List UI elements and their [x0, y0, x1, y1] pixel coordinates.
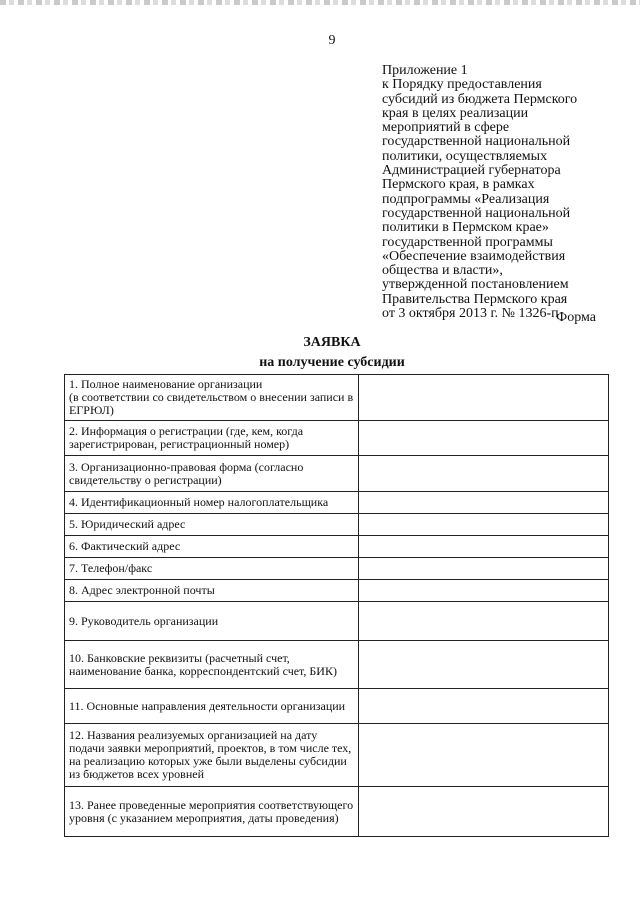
appendix-line: «Обеспечение взаимодействия	[382, 248, 566, 264]
table-row	[65, 514, 609, 536]
appendix-line: политики в Пермском крае»	[382, 220, 549, 236]
appendix-line: государственной национальной	[382, 134, 571, 150]
row-label: 13. Ранее проведенные мероприятия соответствующего уровня (с указанием мероприятия, даты проведения)	[65, 787, 359, 837]
appendix-line: мероприятий в сфере	[382, 120, 510, 136]
row-label: 12. Названия реализуемых организацией на дату подачи заявки мероприятий, проектов, в том числе тех, на реализацию которых уже были выделены субсидии из бюджетов всех уровней	[65, 724, 359, 787]
appendix-line: государственной программы	[382, 234, 553, 250]
row-value-field[interactable]	[359, 724, 609, 787]
row-label: 2. Информация о регистрации (где, кем, когда зарегистрирован, регистрационный номер)	[65, 421, 359, 456]
appendix-line: Администрацией губернатора	[382, 163, 561, 179]
document-title: ЗАЯВКА	[303, 335, 361, 350]
row-value-field[interactable]	[359, 456, 609, 492]
application-table	[64, 374, 609, 837]
appendix-line: утвержденной постановлением	[382, 277, 569, 293]
appendix-line: Пермского края, в рамках	[382, 177, 535, 193]
table-row	[65, 580, 609, 602]
row-label: 6. Фактический адрес	[65, 536, 359, 558]
row-label: 7. Телефон/факс	[65, 558, 359, 580]
row-value-field[interactable]	[359, 641, 609, 689]
table-row	[65, 641, 609, 689]
appendix-line: края в целях реализации	[382, 105, 529, 121]
row-label: 5. Юридический адрес	[65, 514, 359, 536]
table-row	[65, 492, 609, 514]
form-label: Форма	[556, 310, 596, 325]
document-subtitle: на получение субсидии	[259, 355, 405, 370]
appendix-line: к Порядку предоставления	[382, 77, 542, 93]
table-row	[65, 421, 609, 456]
appendix-line: Правительства Пермского края	[382, 291, 568, 307]
row-value-field[interactable]	[359, 514, 609, 536]
appendix-line: Приложение 1	[382, 63, 468, 78]
row-value-field[interactable]	[359, 602, 609, 641]
row-value-field[interactable]	[359, 787, 609, 837]
row-label: 10. Банковские реквизиты (расчетный счет, наименование банка, корреспондентский счет, БИК)	[65, 641, 359, 689]
appendix-line: государственной национальной	[382, 205, 571, 221]
row-label: 1. Полное наименование организации (в соответствии со свидетельством о внесении записи в ЕГРЮЛ)	[65, 375, 359, 421]
table-row	[65, 689, 609, 724]
table-row	[65, 724, 609, 787]
row-value-field[interactable]	[359, 375, 609, 421]
table-row	[65, 456, 609, 492]
appendix-block	[382, 64, 617, 321]
appendix-line: общества и власти»,	[382, 263, 503, 279]
row-value-field[interactable]	[359, 421, 609, 456]
row-value-field[interactable]	[359, 558, 609, 580]
row-label: 11. Основные направления деятельности организации	[65, 689, 359, 724]
table-row	[65, 375, 609, 421]
row-value-field[interactable]	[359, 492, 609, 514]
row-label: 4. Идентификационный номер налогоплательщика	[65, 492, 359, 514]
row-label: 8. Адрес электронной почты	[65, 580, 359, 602]
appendix-line: от 3 октября 2013 г. № 1326-п	[382, 306, 559, 322]
row-value-field[interactable]	[359, 689, 609, 724]
appendix-line: подпрограммы «Реализация	[382, 191, 550, 207]
row-label: 9. Руководитель организации	[65, 602, 359, 641]
row-value-field[interactable]	[359, 580, 609, 602]
appendix-line: субсидий из бюджета Пермского	[382, 91, 578, 107]
page-number: 9	[328, 33, 336, 48]
row-label: 3. Организационно-правовая форма (согласно свидетельству о регистрации)	[65, 456, 359, 492]
table-row	[65, 787, 609, 837]
table-row	[65, 602, 609, 641]
row-value-field[interactable]	[359, 536, 609, 558]
appendix-line: политики, осуществляемых	[382, 148, 548, 164]
table-row	[65, 558, 609, 580]
table-row	[65, 536, 609, 558]
scan-artifact-strip	[0, 0, 640, 5]
